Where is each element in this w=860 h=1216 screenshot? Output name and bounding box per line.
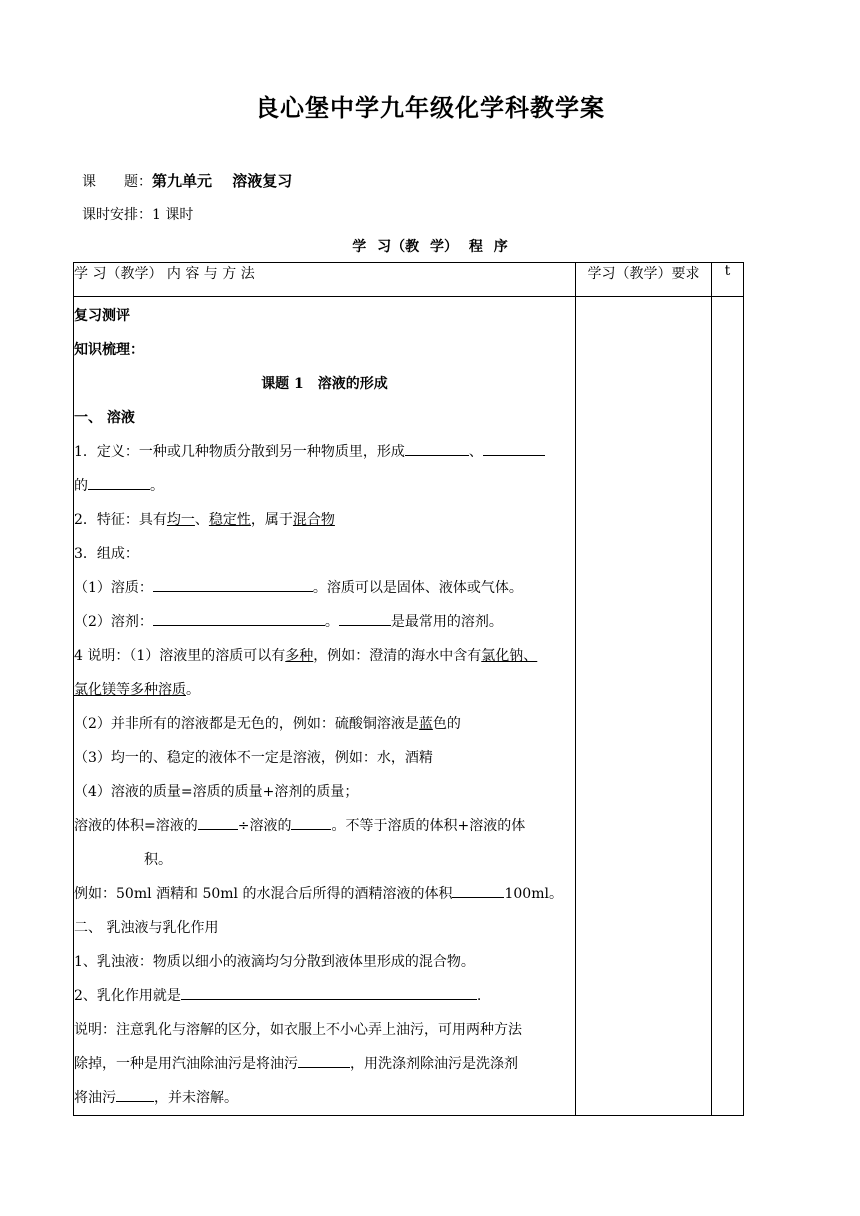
volume-line-2: 积。	[144, 852, 172, 868]
explain-line-2	[74, 1047, 575, 1081]
blank	[298, 1051, 350, 1068]
feature-mixture: 混合物	[292, 512, 335, 528]
content-cell	[74, 297, 576, 1116]
definition-text-2: 的	[74, 478, 88, 494]
feature-sep: 、	[194, 512, 209, 528]
volume-text: 溶液的体积=溶液的	[74, 818, 198, 834]
feature-text-2: ，属于	[250, 512, 293, 528]
explain-line-1: 说明：注意乳化与溶解的区分，如衣服上不小心弄上油污，可用两种方法	[74, 1022, 522, 1038]
requirement-cell	[576, 297, 712, 1116]
note4-line: （4）溶液的质量=溶质的质量+溶剂的质量；	[74, 784, 359, 800]
note-end: 。	[186, 682, 200, 698]
section2-title: 二、 乳浊液与乳化作用	[74, 920, 219, 936]
blank	[116, 1085, 154, 1102]
lesson-title: 课题 1 溶液的形成	[261, 376, 388, 392]
knowledge-heading: 知识梳理：	[74, 342, 144, 358]
table-content-row	[74, 297, 744, 1116]
blank	[339, 609, 391, 626]
emulsion-line: 1、乳浊液：物质以细小的液滴均匀分散到液体里形成的混合物。	[74, 954, 475, 970]
feature-text: 2．特征：具有	[74, 512, 167, 528]
definition-line-2	[74, 469, 575, 503]
definition-end: 。	[150, 478, 164, 494]
volume-text-2: ÷溶液的	[237, 818, 292, 834]
solute-label: （1）溶质：	[74, 580, 153, 596]
composition-line: 3．组成：	[74, 546, 139, 562]
explain-line-3	[74, 1081, 575, 1115]
blank	[452, 881, 504, 898]
topic-line	[82, 170, 292, 191]
definition-sep: 、	[468, 444, 483, 460]
table-header-row	[74, 263, 744, 297]
blank	[153, 575, 313, 592]
feature-line	[74, 503, 575, 537]
topic-value: 第九单元 溶液复习	[152, 172, 293, 190]
feature-uniform: 均一	[166, 512, 195, 528]
blank	[291, 813, 331, 830]
header-requirement: 学习（教学）要求	[576, 263, 712, 297]
blank	[483, 439, 545, 456]
solvent-line	[74, 605, 575, 639]
note-line	[74, 639, 575, 673]
review-heading: 复习测评	[74, 308, 130, 324]
blank	[198, 813, 238, 830]
example-end: 100ml。	[504, 886, 563, 902]
note-nacl: 氯化钠、	[481, 648, 538, 664]
note-line-2	[74, 673, 575, 707]
note-text-2: ，例如：澄清的海水中含有	[313, 648, 482, 664]
example-text: 例如：50ml 酒精和 50ml 的水混合后所得的酒精溶液的体积	[74, 886, 453, 902]
feature-stable: 稳定性	[208, 512, 251, 528]
solvent-label: （2）溶剂：	[74, 614, 153, 630]
program-title: 学 习（教 学） 程 序	[352, 239, 508, 255]
blank	[153, 609, 325, 626]
solvent-text: 是最常用的溶剂。	[390, 614, 503, 630]
t-cell	[712, 297, 744, 1116]
emulsify-line	[74, 979, 575, 1013]
section1-title: 一、 溶液	[74, 410, 135, 426]
note-multiple: 多种	[285, 648, 314, 664]
note2-text: （2）并非所有的溶液都是无色的，例如：硫酸铜溶液是	[74, 716, 419, 732]
explain-text-3: 将油污	[74, 1090, 116, 1106]
emulsify-text: 2、乳化作用就是	[74, 988, 181, 1004]
note2-line	[74, 707, 575, 741]
blank	[88, 473, 150, 490]
note3-line: （3）均一的、稳定的液体不一定是溶液，例如：水，酒精	[74, 750, 433, 766]
solvent-sep: 。	[324, 614, 339, 630]
blank	[181, 983, 477, 1000]
header-content: 学 习（教学） 内 容 与 方 法	[74, 263, 576, 297]
blank	[405, 439, 469, 456]
explain-end: ，并未溶解。	[154, 1090, 238, 1106]
explain-text-2: ，用洗涤剂除油污是洗涤剂	[350, 1056, 518, 1072]
solute-text: 。溶质可以是固体、液体或气体。	[312, 580, 523, 596]
document-title: 良心堡中学九年级化学科教学案	[255, 93, 605, 122]
schedule-line: 课时安排：1 课时	[82, 207, 194, 223]
example-line	[74, 877, 575, 911]
note-text: 4 说明：（1）溶液里的溶质可以有	[74, 648, 286, 664]
header-t: t	[712, 263, 744, 297]
note2-blue: 蓝	[418, 716, 433, 732]
definition-line	[74, 435, 575, 469]
solute-line	[74, 571, 575, 605]
volume-text-3: 。不等于溶质的体积+溶液的体	[331, 818, 526, 834]
note2-end: 色的	[432, 716, 461, 732]
emulsify-end: .	[476, 988, 482, 1004]
note-mgcl: 氯化镁等多种溶质	[74, 682, 186, 698]
definition-text: 1．定义：一种或几种物质分散到另一种物质里，形成	[74, 444, 405, 460]
topic-label: 课 题：	[82, 174, 152, 190]
lesson-table	[73, 262, 744, 1116]
volume-line	[74, 809, 575, 843]
explain-text: 除掉，一种是用汽油除油污是将油污	[74, 1056, 298, 1072]
